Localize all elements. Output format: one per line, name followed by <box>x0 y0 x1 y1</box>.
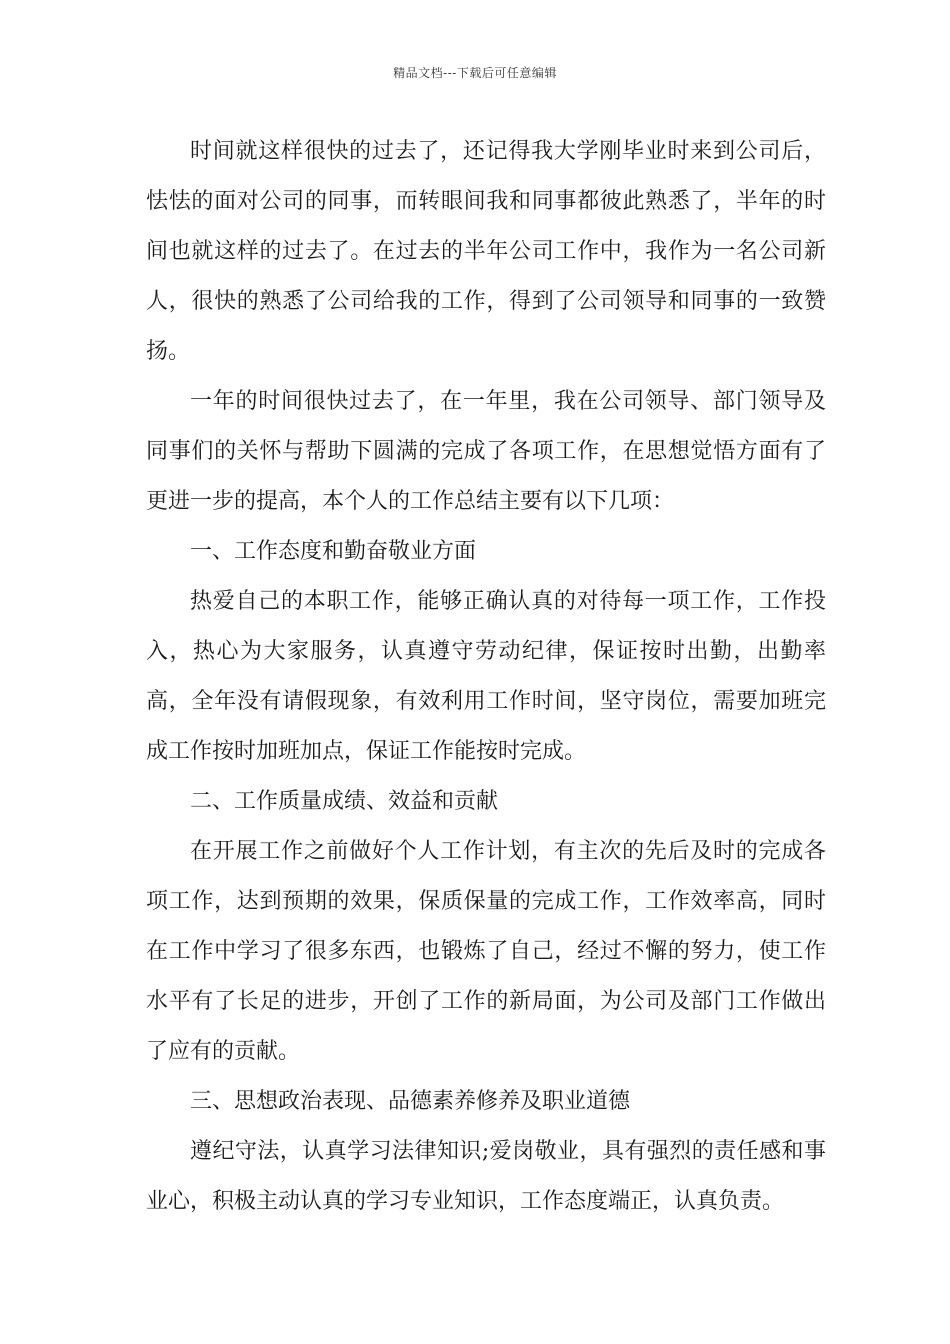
paragraph-attitude: 热爱自己的本职工作，能够正确认真的对待每一项工作，工作投入，热心为大家服务，认真遵守劳动纪律，保证按时出勤，出勤率高，全年没有请假现象，有效利用工作时间，坚守岗位，需要加班完成工作按时加班加点，保证工作能按时完成。 <box>146 589 826 764</box>
document-header: 精品文档---下载后可任意编辑 <box>393 66 557 80</box>
paragraph-quality: 在开展工作之前做好个人工作计划，有主次的先后及时的完成各项工作，达到预期的效果，保质保量的完成工作，工作效率高，同时在工作中学习了很多东西，也锻炼了自己，经过不懈的努力，使工作水平有了长足的进步，开创了工作的新局面，为公司及部门工作做出了应有的贡献。 <box>146 839 826 1064</box>
section-heading-ethics: 三、思想政治表现、品德素养修养及职业道德 <box>190 1089 631 1114</box>
section-heading-quality: 二、工作质量成绩、效益和贡献 <box>190 789 499 814</box>
paragraph-intro: 时间就这样很快的过去了，还记得我大学刚毕业时来到公司后，怯怯的面对公司的同事，而转眼间我和同事都彼此熟悉了，半年的时间也就这样的过去了。在过去的半年公司工作中，我作为一名公司新人，很快的熟悉了公司给我的工作，得到了公司领导和同事的一致赞扬。 <box>146 139 826 364</box>
section-heading-attitude: 一、工作态度和勤奋敬业方面 <box>190 539 477 564</box>
document-body <box>146 127 826 1227</box>
paragraph-ethics: 遵纪守法，认真学习法律知识;爱岗敬业，具有强烈的责任感和事业心，积极主动认真的学习专业知识，工作态度端正，认真负责。 <box>146 1139 826 1214</box>
paragraph-summary: 一年的时间很快过去了，在一年里，我在公司领导、部门领导及同事们的关怀与帮助下圆满的完成了各项工作，在思想觉悟方面有了更进一步的提高，本个人的工作总结主要有以下几项： <box>146 389 826 514</box>
